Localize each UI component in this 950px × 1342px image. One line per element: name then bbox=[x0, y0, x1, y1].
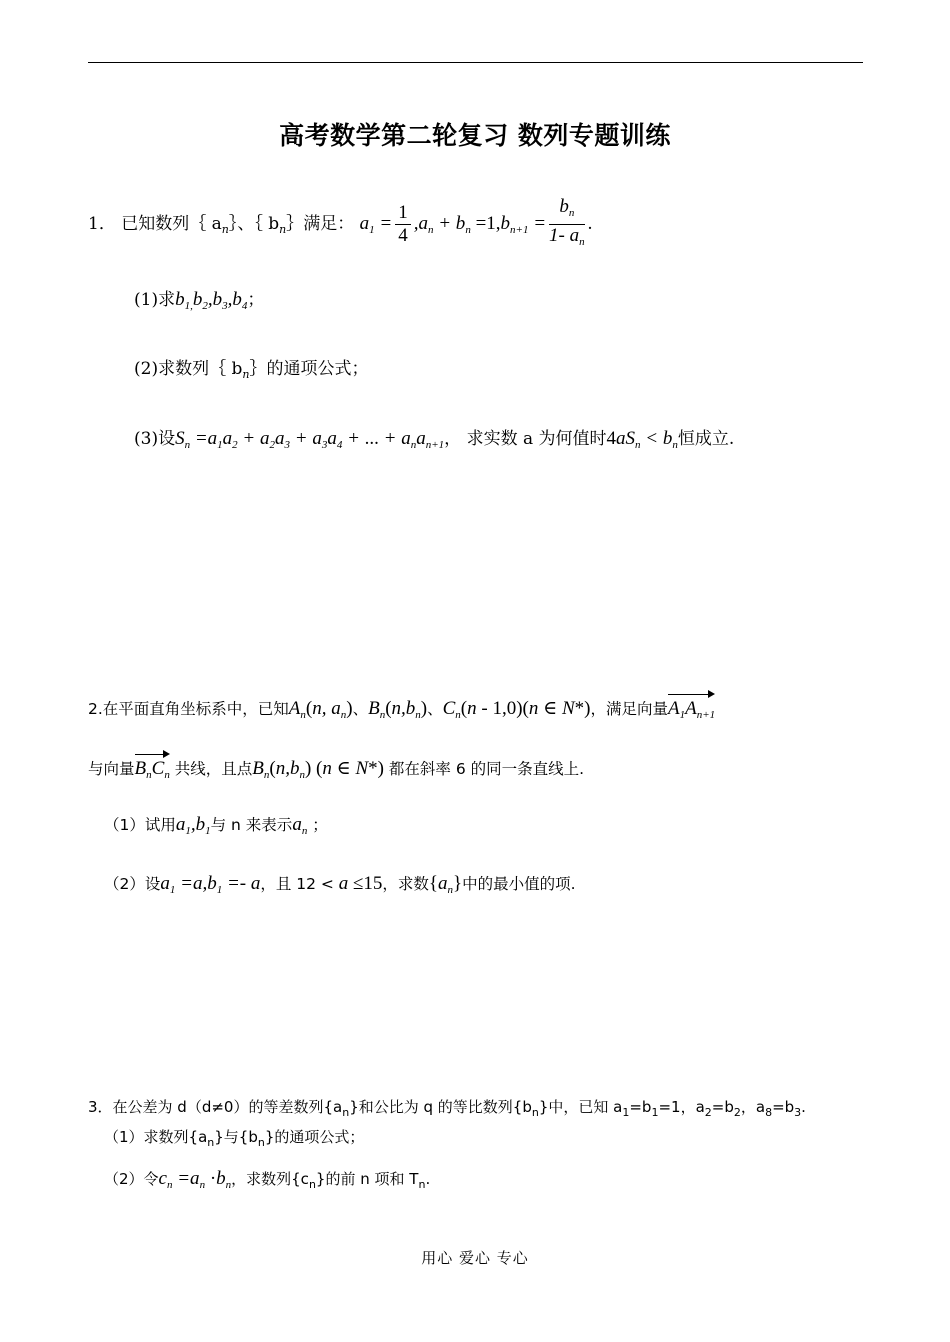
fraction-quarter: $\frac{1}{4}$ bbox=[395, 202, 411, 247]
header-rule bbox=[88, 62, 863, 63]
q1-part2: (2)求数列｛ $b_n\}$的通项公式； bbox=[134, 359, 369, 381]
page-footer: 用心 爱心 专心 bbox=[421, 1249, 529, 1267]
vector-a1-an1: $A_1A_{n+1}$ bbox=[668, 692, 715, 721]
q3-stem: 3．在公差为 d（d≠0）的等差数列$\{a_n\}$和公比为 q 的等比数列$\{b_n\}$中，已知 $a_1=b_1=1$，$a_2=b_2$，$a_8=b_3$. bbox=[88, 1098, 806, 1119]
q3-part2: （2）令$c_n =a_n \cdot b_n$，求数列$\{c_n\}$的前 n 项和 $T_n$. bbox=[104, 1168, 431, 1191]
q2-stem-line1: 2.在平面直角坐标系中，已知$A_n(n$, $a_n$)、$B_n(n,b_n)$、$C_n(n - 1,0)(n$ ∈ N*)，满足向量$A_1A_{n+1}$ bbox=[88, 692, 715, 721]
q2-part2: （2）设$a_1 =a,b_1 =- a$，且 12 < a ≤15，求数$\{a_n\}$中的最小值的项. bbox=[104, 873, 576, 896]
q2-part1: （1）试用$a_1,b_1$与 n 来表示$a_n$ ； bbox=[104, 814, 328, 837]
q1-condition: $a_1$ = $\frac{1}{4}$ $,a_n + b_n =1,b_{n+1}$ = $\frac{b_n}{1- a_n}$ . bbox=[360, 213, 593, 234]
q2-stem-line2: 与向量$B_nC_n$ 共线，且点$B_n(n,b_n)$ (n ∈ N*) 都在斜率 6 的同一条直线上. bbox=[88, 752, 584, 781]
q1-part3: (3)设$S_n =a_1a_2 + a_2a_3 + a_3a_4$ + ... + $a_na_{n+1}$， 求实数 a 为何值时$4aS_n < b_n$恒成立. bbox=[134, 428, 735, 451]
page-title: 高考数学第二轮复习 数列专题训练 bbox=[279, 121, 671, 150]
vector-bn-cn: $B_nC_n$ bbox=[135, 752, 170, 781]
q1-stem: 1． 已知数列｛ $a_n\}$、｛ $b_n\}$满足： $a_1$ = $\frac{1}{4}$ $,a_n + b_n =1,b_{n+1}$ = $\frac{b_n}{1- a_n}$ . bbox=[88, 196, 592, 253]
q3-part1: （1）求数列$\{a_n\}$与$\{b_n\}$的通项公式； bbox=[104, 1128, 365, 1149]
fraction-bn: $\frac{b_n}{1- a_n}$ bbox=[549, 196, 585, 248]
q1-part1: (1)求$b_{1,}b_2,b_3,b_4$； bbox=[134, 289, 265, 312]
